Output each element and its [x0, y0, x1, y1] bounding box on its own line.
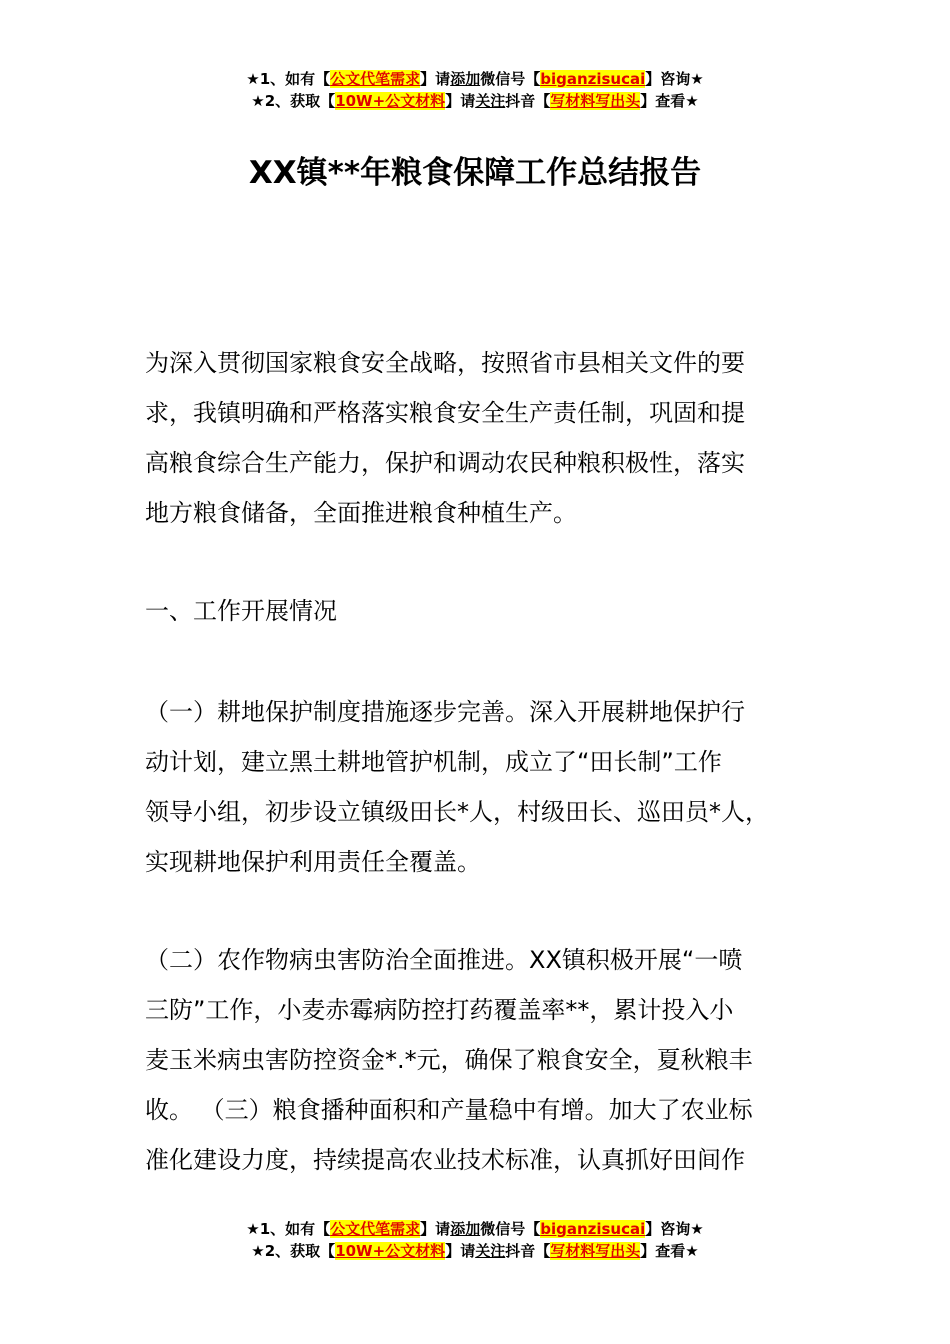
banner-text: ★1、如有【	[246, 70, 331, 88]
banner-highlight-douyin-id: 写材料写出头	[550, 1242, 641, 1260]
banner-text: ★2、获取【	[251, 92, 336, 110]
paragraph-line: 高粮食综合生产能力，保护和调动农民种粮积极性，落实	[145, 449, 745, 477]
banner-text: 】请	[445, 92, 476, 110]
paragraph-line: （二）农作物病虫害防治全面推进。XX镇积极开展“一喷	[145, 946, 743, 974]
paragraph-line: 领导小组，初步设立镇级田长*人，村级田长、巡田员*人，	[145, 798, 769, 826]
header-banner	[0, 68, 950, 112]
banner-text: 微信号【	[480, 1220, 541, 1238]
banner-text: 】查看★	[640, 1242, 699, 1260]
paragraph-line: 动计划，建立黑土耕地管护机制，成立了“田长制”工作	[145, 748, 722, 776]
banner-highlight-wechat-id: biganzisucai	[540, 1220, 646, 1238]
banner-text: ★1、如有【	[246, 1220, 331, 1238]
banner-line-1	[0, 1218, 950, 1240]
banner-text: 】请	[420, 70, 451, 88]
section-heading	[145, 586, 835, 636]
paragraph-line: 实现耕地保护利用责任全覆盖。	[145, 848, 481, 876]
banner-line-1	[0, 68, 950, 90]
banner-emphasis: 添加	[450, 70, 481, 88]
banner-highlight-materials: 10W+公文材料	[335, 92, 446, 110]
subsection-2-paragraph	[145, 935, 835, 1185]
paragraph-line: （一）耕地保护制度措施逐步完善。深入开展耕地保护行	[145, 698, 745, 726]
banner-emphasis: 关注	[475, 92, 506, 110]
paragraph-line: 三防”工作，小麦赤霉病防控打药覆盖率**，累计投入小	[145, 996, 734, 1024]
banner-text: 】咨询★	[645, 1220, 704, 1238]
banner-highlight-wechat-id: biganzisucai	[540, 70, 646, 88]
banner-text: 抖音【	[505, 1242, 551, 1260]
banner-text: 微信号【	[480, 70, 541, 88]
paragraph-line: 求，我镇明确和严格落实粮食安全生产责任制，巩固和提	[145, 399, 745, 427]
banner-line-2	[0, 1240, 950, 1262]
banner-emphasis: 添加	[450, 1220, 481, 1238]
banner-text: 】请	[445, 1242, 476, 1260]
banner-highlight-service: 公文代笔需求	[330, 70, 421, 88]
banner-highlight-materials: 10W+公文材料	[335, 1242, 446, 1260]
paragraph-line: 地方粮食储备，全面推进粮食种植生产。	[145, 499, 577, 527]
section-heading-text: 一、工作开展情况	[145, 597, 337, 625]
banner-text: ★2、获取【	[251, 1242, 336, 1260]
paragraph-line: 为深入贯彻国家粮食安全战略，按照省市县相关文件的要	[145, 349, 745, 377]
banner-line-2	[0, 90, 950, 112]
banner-highlight-service: 公文代笔需求	[330, 1220, 421, 1238]
paragraph-line: 麦玉米病虫害防控资金*.*元，确保了粮食安全，夏秋粮丰	[145, 1046, 753, 1074]
banner-text: 】请	[420, 1220, 451, 1238]
banner-highlight-douyin-id: 写材料写出头	[550, 92, 641, 110]
banner-text: 抖音【	[505, 92, 551, 110]
subsection-1-paragraph	[145, 687, 835, 887]
intro-paragraph	[145, 338, 835, 538]
banner-emphasis: 关注	[475, 1242, 506, 1260]
paragraph-line: 收。 （三）粮食播种面积和产量稳中有增。加大了农业标	[145, 1096, 753, 1124]
paragraph-line: 准化建设力度，持续提高农业技术标准，认真抓好田间作	[145, 1146, 745, 1174]
banner-text: 】查看★	[640, 92, 699, 110]
footer-banner	[0, 1218, 950, 1262]
document-title: XX镇**年粮食保障工作总结报告	[248, 155, 702, 191]
banner-text: 】咨询★	[645, 70, 704, 88]
